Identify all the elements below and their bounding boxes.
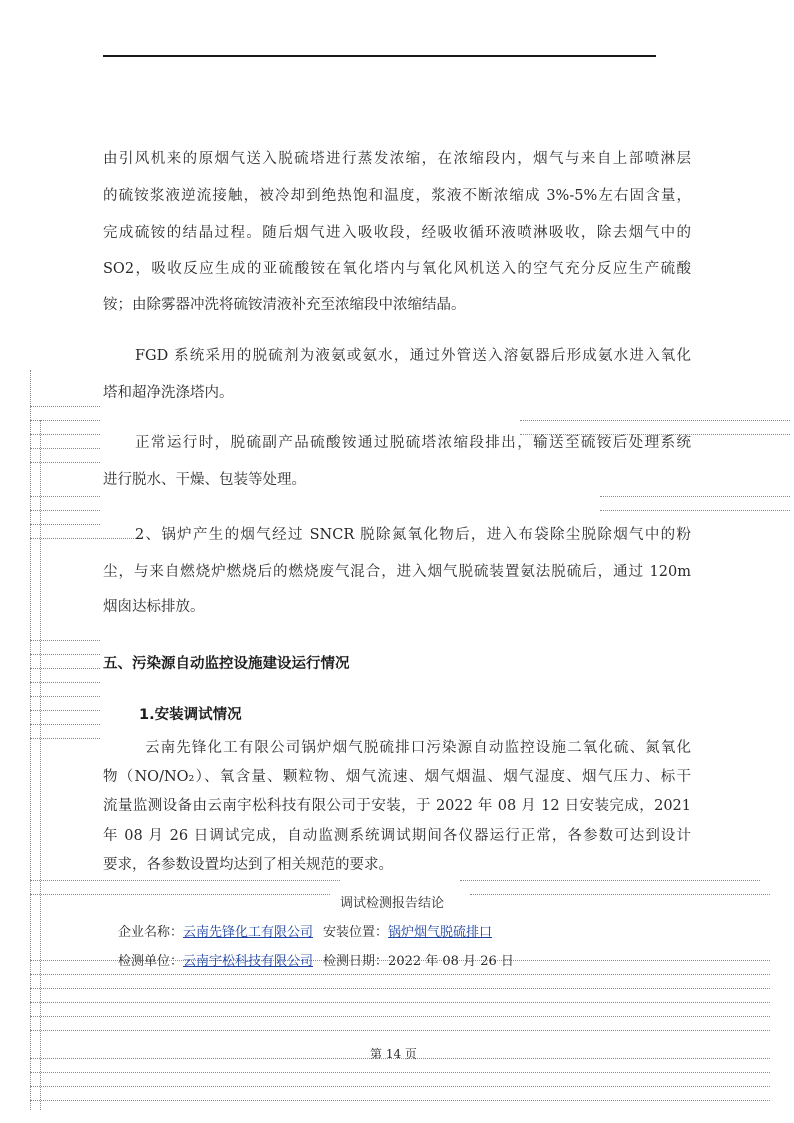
date-label: 检测日期： — [323, 954, 389, 969]
text-line: 物（NO/NO₂）、氧含量、颗粒物、烟气流速、烟气烟温、烟气湿度、烟气压力、标干 — [103, 769, 691, 785]
report-caption: 调试检测报告结论 — [340, 896, 445, 911]
header-rule — [103, 55, 656, 57]
company-label: 企业名称： — [118, 925, 184, 940]
text-line: 铵；由除雾器冲洗将硫铵清液补充至浓缩段中浓缩结晶。 — [103, 297, 466, 313]
section-heading: 五、污染源自动监控设施建设运行情况 — [103, 656, 350, 672]
text-line: 2、锅炉产生的烟气经过 SNCR 脱除氮氧化物后，进入布袋除尘脱除烟气中的粉 — [135, 527, 691, 543]
subheading: 1.安装调试情况 — [139, 707, 242, 723]
text-line: 年 08 月 26 日调试完成，自动监测系统调试期间各仪器运行正常，各参数可达到设计 — [103, 828, 691, 844]
page-number: 第 14 页 — [370, 1047, 417, 1061]
text-line: 烟囱达标排放。 — [103, 599, 205, 615]
unit-label: 检测单位： — [118, 954, 184, 969]
unit-value: 云南宇松科技有限公司 — [183, 954, 314, 969]
date-value: 2022 年 08 月 26 日 — [388, 954, 514, 969]
text-line: 流量监测设备由云南宇松科技有限公司于安装，于 2022 年 08 月 12 日安装完成，2021 — [103, 798, 691, 814]
company-value: 云南先锋化工有限公司 — [183, 925, 314, 940]
info-row-company — [118, 921, 492, 940]
text-line: 塔和超净洗涤塔内。 — [103, 385, 234, 401]
text-line: 的硫铵浆液逆流接触，被冷却到绝热饱和温度，浆液不断浓缩成 3%-5%左右固含量， — [103, 188, 691, 204]
location-label: 安装位置： — [323, 925, 389, 940]
text-line: 尘，与来自燃烧炉燃烧后的燃烧废气混合，进入烟气脱硫装置氨法脱硫后，通过 120m — [103, 564, 691, 580]
info-row-unit — [118, 950, 514, 969]
text-line: FGD 系统采用的脱硫剂为液氨或氨水，通过外管送入溶氨器后形成氨水进入氧化 — [135, 348, 691, 364]
text-line: 正常运行时，脱硫副产品硫酸铵通过脱硫塔浓缩段排出，输送至硫铵后处理系统 — [135, 435, 691, 451]
text-line: 完成硫铵的结晶过程。随后烟气进入吸收段，经吸收循环液喷淋吸收，除去烟气中的 — [103, 225, 691, 241]
text-line: 云南先锋化工有限公司锅炉烟气脱硫排口污染源自动监控设施二氧化硫、氮氧化 — [145, 740, 691, 756]
text-line: 要求，各参数设置均达到了相关规范的要求。 — [103, 857, 393, 873]
location-value: 锅炉烟气脱硫排口 — [388, 925, 493, 940]
text-line: 由引风机来的原烟气送入脱硫塔进行蒸发浓缩，在浓缩段内，烟气与来自上部喷淋层 — [103, 151, 691, 167]
text-line: SO2，吸收反应生成的亚硫酸铵在氧化塔内与氧化风机送入的空气充分反应生产硫酸 — [103, 261, 691, 277]
text-line: 进行脱水、干燥、包装等处理。 — [103, 472, 306, 488]
